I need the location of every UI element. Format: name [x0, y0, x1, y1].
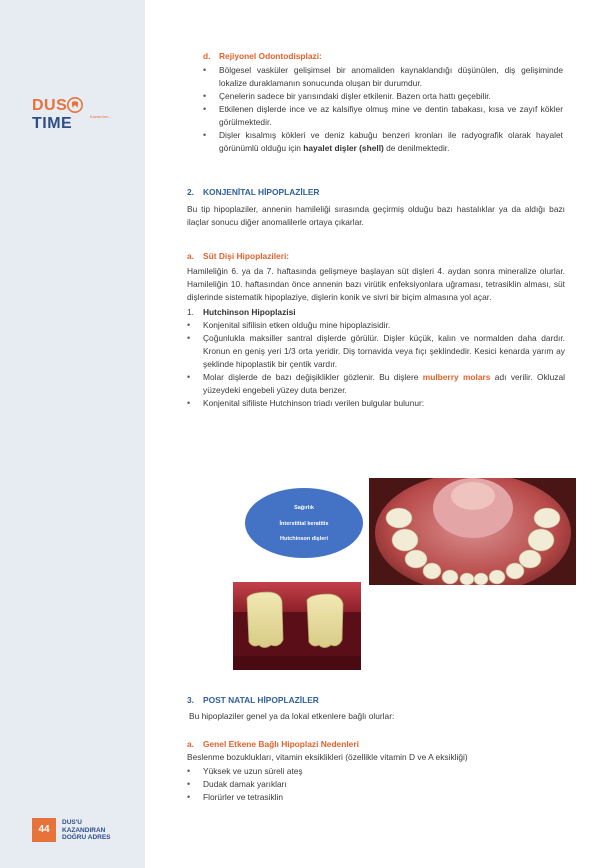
section-3-title: POST NATAL HİPOPLAZİLER: [203, 695, 319, 705]
section-2-title: KONJENİTAL HİPOPLAZİLER: [203, 187, 320, 197]
section-a-label: a.: [187, 251, 194, 261]
triad-item-deafness: Sağırlık: [294, 505, 314, 511]
list-item: • Konjenital sifilisin etken olduğu mine hipoplazisidir.: [187, 319, 565, 332]
list-item: • Konjenital sifiliste Hutchinson triadı verilen bulgular bulunur:: [187, 397, 565, 410]
mulberry-molars-term: mulberry molars: [422, 372, 491, 382]
section-3a-text: Beslenme bozuklukları, vitamin eksiklikleri (özellikle vitamin D ve A eksikliği): [187, 752, 468, 762]
section-2-number: 2.: [187, 187, 194, 197]
slogan-line: KAZANDIRAN: [62, 826, 106, 834]
section-3-number: 3.: [187, 695, 194, 705]
list-item: • Çenelerin sadece bir yarısındaki dişler etkilenir. Bazen orta hattı geçebilir.: [203, 90, 563, 103]
section-d-title: Rejiyonel Odontodisplazi:: [219, 51, 322, 61]
logo-dus: DUS: [32, 97, 68, 114]
section-a: [187, 250, 565, 410]
section-3a-label: a.: [187, 739, 194, 749]
sidebar: [0, 0, 145, 868]
section-2-text: Bu tip hipoplaziler, annenin hamileliği sırasında geçirmiş olduğu bazı hastalıklar ya da aldığı bazı ilaçlar sonucu diğer anomalilerle ortaya çıkarlar.: [187, 204, 565, 227]
section-3: [187, 694, 565, 804]
hutchinson-title: Hutchinson Hipoplazisi: [203, 307, 296, 317]
list-item: • Yüksek ve uzun süreli ateş: [187, 765, 565, 778]
slogan: [62, 819, 132, 842]
list-item: • Dişler kısalmış kökleri ve deniz kabuğu benzeri kronları ile radyografik olarak hayalet görünümlü olduğu için hayalet dişler (shell) de denilmektedir.: [203, 129, 563, 155]
list-item: • Florürler ve tetrasiklin: [187, 791, 565, 804]
section-3-text: Bu hipoplaziler genel ya da lokal etkenlere bağlı olurlar:: [189, 711, 395, 721]
list-item: • Dudak damak yarıkları: [187, 778, 565, 791]
list-item: • Bölgesel vasküler gelişimsel bir anomaliden kaynaklandığı düşünülen, diş gelişiminde lokalize duraklamanın sonucunda oluşan bir durumdur.: [203, 64, 563, 90]
slogan-line: DUS'U: [62, 819, 82, 826]
section-a-title: Süt Dişi Hipoplazileri:: [203, 251, 290, 261]
dustime-logo: [32, 97, 122, 132]
section-3a-title: Genel Etkene Bağlı Hipoplazi Nedenleri: [203, 739, 359, 749]
list-item: • Etkilenen dişlerde ince ve az kalsifiye olmuş mine ve dentin tabakası, kısa ve zayıf kökler görülmektedir.: [203, 103, 563, 129]
slogan-line: DOĞRU ADRES: [62, 834, 111, 841]
list-item: • Çoğunlukla maksiller santral dişlerde görülür. Dişler küçük, kalın ve normalden daha dardır. Kronun en geniş yeri 1/3 orta yeridir. Diş tornavida veya fıçı şeklindedir. Kesici kenarda yarım ay şeklinde hipoplastik bir çentik vardır.: [187, 332, 565, 371]
triad-item-keratitis: İnterstitial keratitis: [279, 521, 329, 527]
hayalet-disler-term: hayalet dişler (shell): [303, 143, 384, 153]
hutchinson-teeth-photo: [233, 582, 361, 670]
section-a-text: Hamileliğin 6. ya da 7. haftasında gelişmeye başlayan süt dişleri 4. aydan sonra mineralize olurlar. Hamileliğin 10. haftasından önce annenin bazı virütik enfeksiyonlara uğraması, tetrasiklin alması, süt dişlerinde sistematik hipoplaziye, dişlerin konik ve sivri bir biçim almasına yol açar.: [187, 266, 565, 302]
triad-item-teeth: Hutchinson dişleri: [280, 536, 328, 542]
tooth-icon: [67, 97, 83, 113]
hutchinson-triad-diagram: [245, 488, 363, 558]
mulberry-molars-photo: [369, 478, 576, 585]
section-2: [187, 186, 565, 229]
logo-tagline: Kazandırır...: [90, 114, 112, 119]
list-item: • Molar dişlerde de bazı değişiklikler gözlenir. Bu dişlere mulberry molars adı verilir. Okluzal yüzeydeki engebeli yüzey duta benzer.: [187, 371, 565, 397]
section-d: [203, 50, 563, 155]
page-number: 44: [32, 818, 56, 842]
hutchinson-number: 1.: [187, 307, 194, 317]
section-d-label: d.: [203, 51, 211, 61]
logo-time: TIME: [32, 115, 73, 132]
